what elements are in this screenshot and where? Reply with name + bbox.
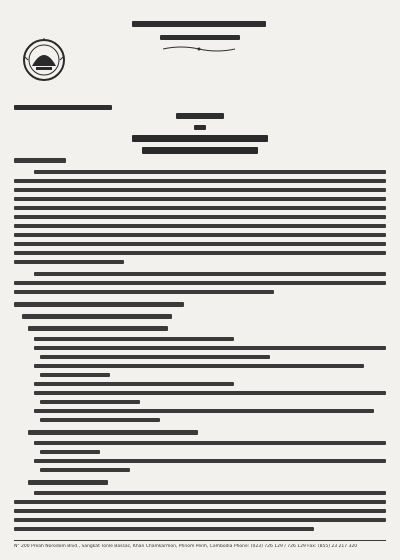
footer-divider: [14, 540, 386, 541]
footer-address: N° 200 Preah Norodom Blvd., Sangkat Tonle Bassac, Khan Chamkarmon, Phnom Penh, Cambodia Phone: (023) 726 129 / 726 129 Fax: (855) 23 217 320: [14, 544, 358, 549]
